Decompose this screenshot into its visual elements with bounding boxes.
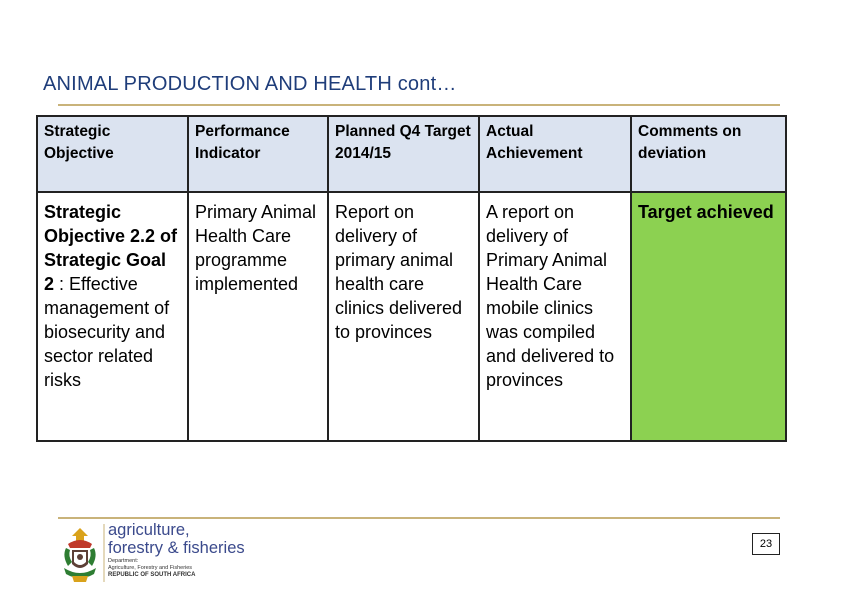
department-caption bbox=[108, 558, 195, 579]
brand-wordmark bbox=[108, 521, 245, 557]
report-table bbox=[36, 115, 787, 442]
cell-comments-status: Target achieved bbox=[631, 192, 786, 441]
objective-goal-label: Strategic Objective 2.2 of Strategic Goal 2 bbox=[44, 202, 178, 294]
department-name: Agriculture, Forestry and Fisheries bbox=[108, 565, 193, 571]
header-actual-achievement: Actual Achievement bbox=[479, 116, 631, 192]
header-performance-indicator: Performance Indicator bbox=[188, 116, 328, 192]
header-planned-target: Planned Q4 Target 2014/15 bbox=[328, 116, 479, 192]
cell-performance-indicator: Primary Animal Health Care programme implemented bbox=[188, 192, 328, 441]
objective-description: : Effective management of biosecurity and sector related risks bbox=[44, 274, 170, 390]
page-number: 23 bbox=[752, 533, 780, 555]
header-strategic-objective: Strategic Objective bbox=[37, 116, 188, 192]
department-label: Department: bbox=[108, 558, 139, 564]
cell-planned-target: Report on delivery of primary animal health care clinics delivered to provinces bbox=[328, 192, 479, 441]
title-divider bbox=[58, 104, 780, 106]
footer-divider bbox=[58, 517, 780, 519]
cell-strategic-objective bbox=[37, 192, 188, 441]
brand-line-2: forestry & fisheries bbox=[108, 539, 245, 557]
brand-line-1: agriculture, bbox=[108, 521, 190, 539]
cell-actual-achievement: A report on delivery of Primary Animal Health Care mobile clinics was compiled and delivered to provinces bbox=[479, 192, 631, 441]
country-name: REPUBLIC OF SOUTH AFRICA bbox=[108, 572, 196, 578]
page-title: ANIMAL PRODUCTION AND HEALTH cont… bbox=[43, 73, 457, 95]
table-row bbox=[37, 192, 786, 441]
table-header-row bbox=[37, 116, 786, 192]
header-comments: Comments on deviation bbox=[631, 116, 786, 192]
